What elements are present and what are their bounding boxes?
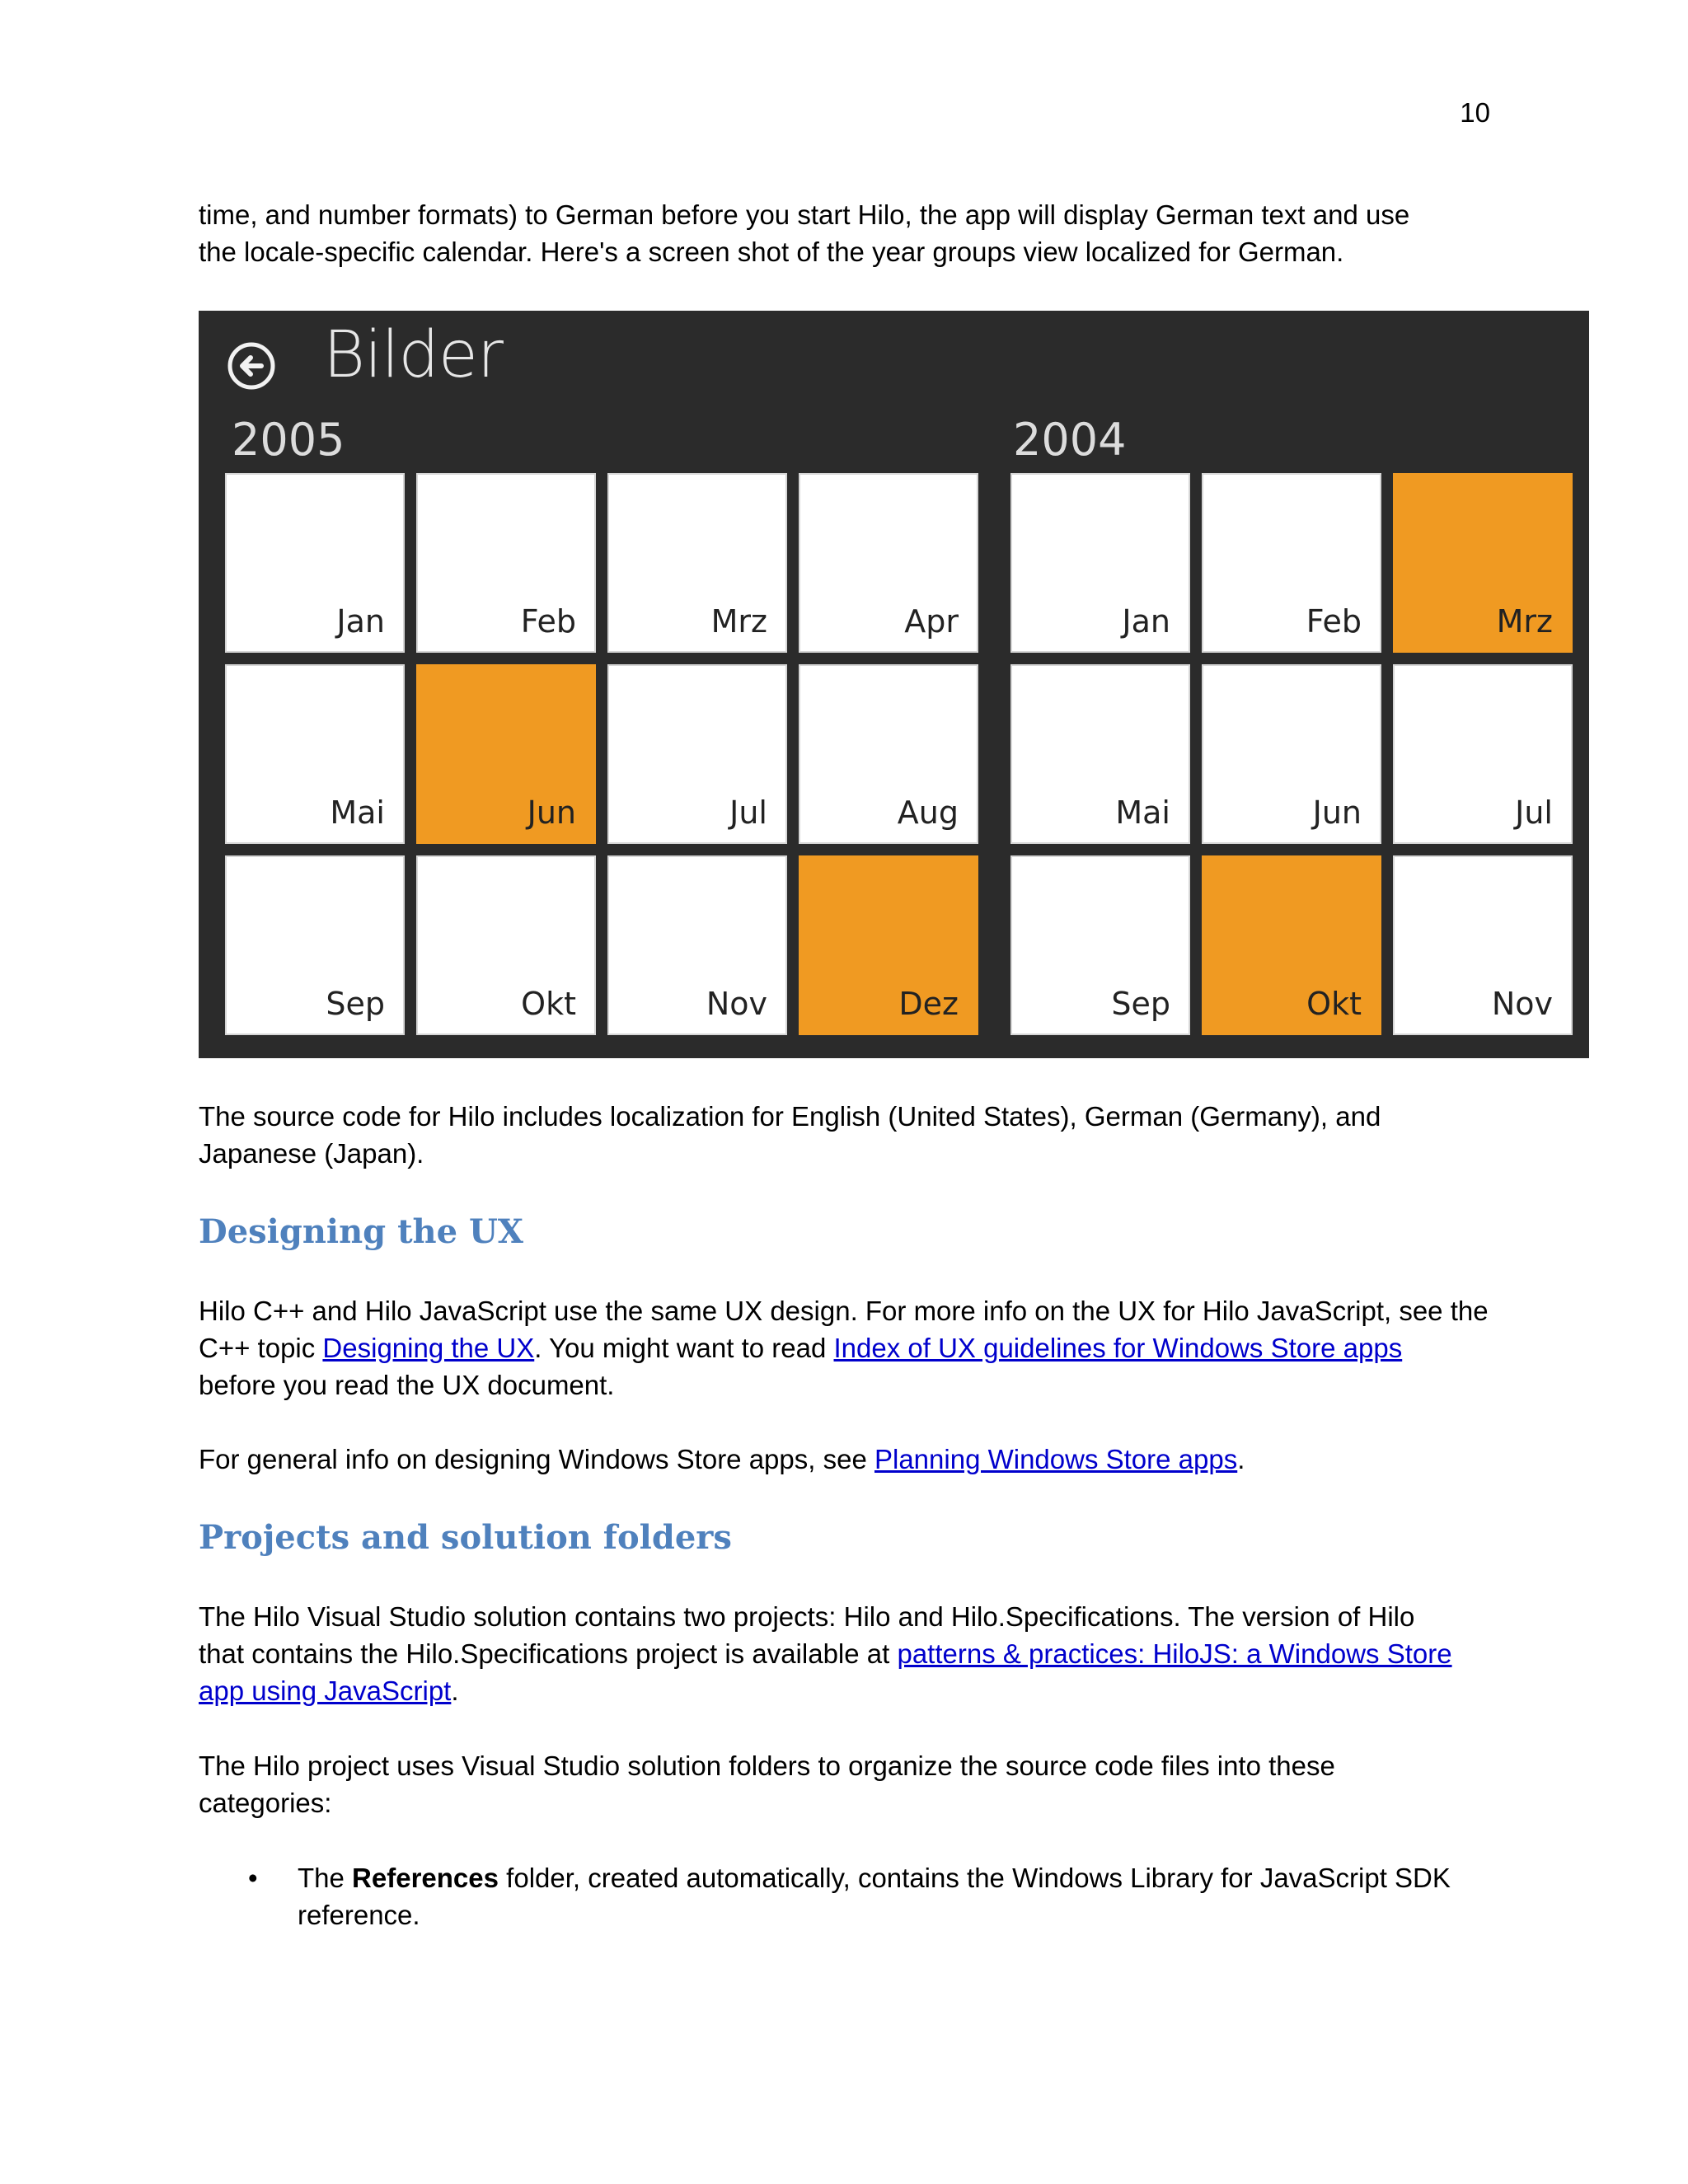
month-tile[interactable] [799,664,978,844]
month-tile-label: Feb [520,603,576,640]
month-tile[interactable] [1202,473,1381,653]
projects-paragraph [199,1598,1452,1709]
back-arrow-circle-icon[interactable] [227,341,276,391]
month-tile[interactable] [1393,855,1573,1035]
list-text-bold: References [352,1863,499,1893]
year-label-2004: 2004 [1013,414,1127,466]
projects-text: that contains the Hilo.Specifications project is available at [199,1638,898,1669]
month-tile[interactable] [416,664,596,844]
ux-paragraph [199,1292,1489,1404]
ux-line-1: Hilo C++ and Hilo JavaScript use the same UX design. For more info on the UX for Hilo JavaScript, see the [199,1296,1489,1326]
month-tile-label: Nov [1491,986,1553,1022]
projects-line-1: The Hilo Visual Studio solution contains two projects: Hilo and Hilo.Specifications. The version of Hilo [199,1601,1415,1632]
month-tile[interactable] [1202,664,1381,844]
month-tile[interactable] [1202,855,1381,1035]
month-tile-label: Jan [336,603,385,640]
year-label-2005: 2005 [232,414,345,466]
month-tile[interactable] [225,473,405,653]
planning-paragraph [199,1441,1245,1478]
month-tile-label: Mai [1115,794,1170,831]
folders-line-2: categories: [199,1788,332,1818]
month-tile[interactable] [799,855,978,1035]
month-tile-label: Apr [904,603,959,640]
ux-text: C++ topic [199,1333,323,1363]
month-tile[interactable] [1010,855,1190,1035]
month-tile-label: Sep [326,986,385,1022]
link-hilojs-part-1[interactable]: patterns & practices: HiloJS: a Windows Store [897,1638,1452,1669]
link-hilojs-part-2[interactable]: app using JavaScript [199,1675,452,1706]
folders-paragraph [199,1747,1335,1821]
month-tile-label: Aug [897,794,959,831]
month-tile-label: Jul [1515,794,1553,831]
ux-text: . You might want to read [534,1333,834,1363]
localization-line-1: The source code for Hilo includes localization for English (United States), German (Germany), and [199,1101,1381,1132]
month-tile[interactable] [225,855,405,1035]
month-tile[interactable] [416,855,596,1035]
link-ux-guidelines-index[interactable]: Index of UX guidelines for Windows Store apps [833,1333,1403,1363]
month-tile[interactable] [1393,664,1573,844]
month-tile-label: Dez [898,986,959,1022]
intro-line-1: time, and number formats) to German before you start Hilo, the app will display German text and use [199,199,1410,230]
planning-text: For general info on designing Windows Store apps, see [199,1444,874,1474]
month-tile-label: Sep [1111,986,1170,1022]
projects-line-3 [199,1672,1452,1709]
month-tile-label: Nov [706,986,767,1022]
intro-paragraph [199,196,1600,270]
month-tile[interactable] [799,473,978,653]
projects-text: . [451,1675,459,1706]
planning-line [199,1441,1245,1478]
screenshot-year-groups [199,311,1589,1058]
month-tile-label: Okt [1306,986,1362,1022]
link-designing-the-ux[interactable]: Designing the UX [322,1333,535,1363]
month-tile-label: Mrz [1496,603,1553,640]
month-tile-label: Mai [330,794,385,831]
list-text: folder, created automatically, contains the Windows Library for JavaScript SDK [499,1863,1451,1893]
link-planning-windows-store-apps[interactable]: Planning Windows Store apps [874,1444,1238,1474]
month-tile-label: Jun [527,794,576,831]
month-tile-label: Mrz [710,603,767,640]
ux-line-2 [199,1329,1489,1366]
list-text: The [298,1863,353,1893]
month-tile[interactable] [225,664,405,844]
list-item-references [199,1859,1451,1933]
page-number: 10 [1460,97,1490,128]
month-tile-label: Feb [1306,603,1362,640]
month-tile[interactable] [416,473,596,653]
folders-line-1: The Hilo project uses Visual Studio solution folders to organize the source code files into these [199,1750,1335,1781]
month-tile-label: Okt [521,986,576,1022]
localization-paragraph [199,1098,1381,1172]
month-tile[interactable] [1010,473,1190,653]
screenshot-title: Bilder [323,318,503,392]
intro-line-2: the locale-specific calendar. Here's a screen shot of the year groups view localized for German. [199,237,1344,267]
ux-line-3: before you read the UX document. [199,1370,615,1400]
month-tile[interactable] [607,855,787,1035]
month-tile-label: Jul [729,794,767,831]
folder-list [199,1859,1451,1933]
month-tile[interactable] [1010,664,1190,844]
bullet-icon: • [248,1863,258,1893]
month-tile[interactable] [607,473,787,653]
month-tile-label: Jan [1122,603,1170,640]
heading-projects-solution-folders: Projects and solution folders [199,1518,732,1557]
month-tile[interactable] [1393,473,1573,653]
list-text: reference. [298,1900,420,1930]
month-tile-label: Jun [1312,794,1362,831]
heading-designing-ux: Designing the UX [199,1212,523,1251]
projects-line-2 [199,1635,1452,1672]
planning-text: . [1237,1444,1245,1474]
month-tile[interactable] [607,664,787,844]
localization-line-2: Japanese (Japan). [199,1138,424,1169]
